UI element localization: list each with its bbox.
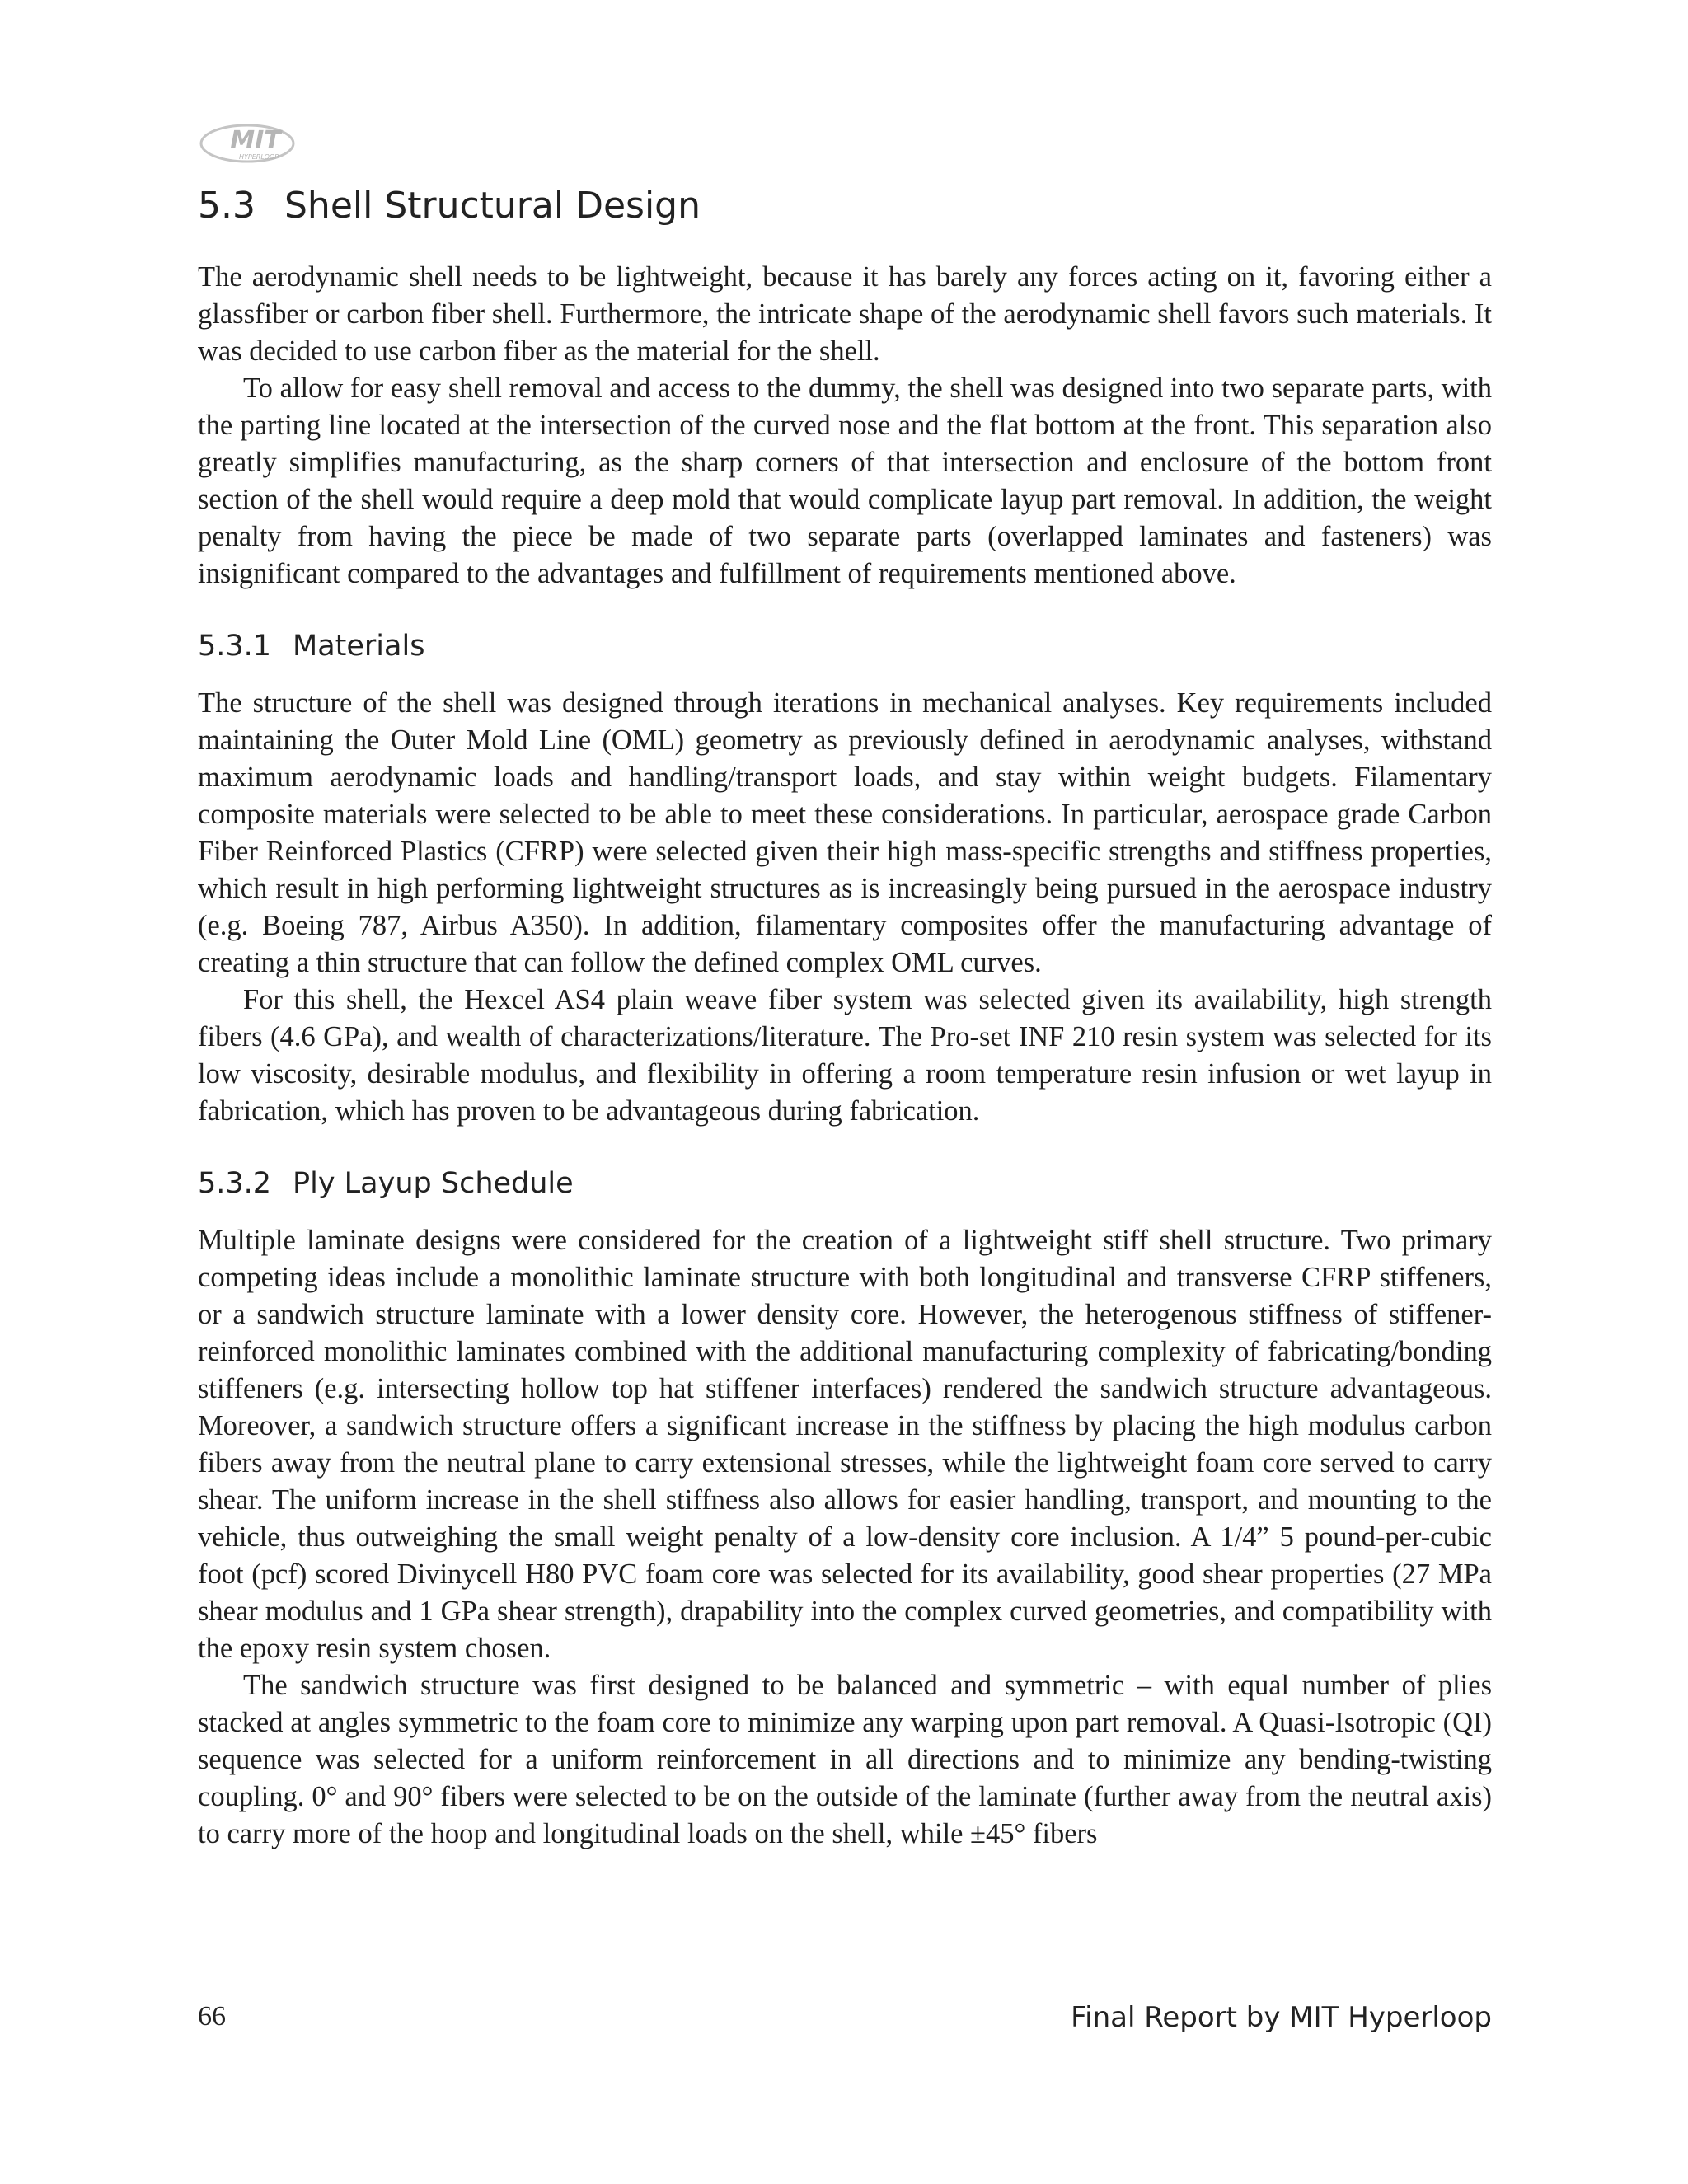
section-title: Shell Structural Design: [284, 185, 701, 227]
materials-paragraph-1: The structure of the shell was designed through iterations in mechanical analyses. Key requirements included maintaining the Outer Mold Line (OML) geometry as previously defined in aerodynamic analyses, withstand maximum aerodynamic loads and handling/transport loads, and stay within weight budgets. Filamentary composite materials were selected to be able to meet these considerations. In particular, aerospace grade Carbon Fiber Reinforced Plastics (CFRP) were selected given their high mass-specific strengths and stiffness properties, which result in high performing lightweight structures as is increasingly being pursued in the aerospace industry (e.g. Boeing 787, Airbus A350). In addition, filamentary composites offer the manufacturing advantage of creating a thin structure that can follow the defined complex OML curves.: [198, 687, 1492, 978]
subsection-number: 5.3.2: [198, 1167, 272, 1200]
ply-layup-paragraph-1: Multiple laminate designs were considered for the creation of a lightweight stiff shell structure. Two primary competing ideas include a monolithic laminate structure with both longitudinal and transverse CFRP stiffeners, or a sandwich structure laminate with a lower density core. However, the heterogenous stiffness of stiffener-reinforced monolithic laminates combined with the additional manufacturing complexity of fabricating/bonding stiffeners (e.g. intersecting hollow top hat stiffener interfaces) rendered the sandwich structure advantageous. Moreover, a sandwich structure offers a significant increase in the stiffness by placing the high modulus carbon fibers away from the neutral plane to carry extensional stresses, while the lightweight foam core served to carry shear. The uniform increase in the shell stiffness also allows for easier handling, transport, and mounting to the vehicle, thus outweighing the small weight penalty of a low-density core inclusion. A 1/4” 5 pound-per-cubic foot (pcf) scored Divinycell H80 PVC foam core was selected for its availability, good shear properties (27 MPa shear modulus and 1 GPa shear strength), drapability into the complex curved geometries, and compatibility with the epoxy resin system chosen.: [198, 1225, 1492, 1664]
intro-paragraph-2: To allow for easy shell removal and access to the dummy, the shell was designed into two separate parts, with the parting line located at the intersection of the curved nose and the flat bottom at the front. This separation also greatly simplifies manufacturing, as the sharp corners of that intersection and enclosure of the bottom front section of the shell would require a deep mold that would complicate layup part removal. In addition, the weight penalty from having the piece be made of two separate parts (overlapped laminates and fasteners) was insignificant compared to the advantages and fulfillment of requirements mentioned above.: [198, 373, 1492, 589]
subsection-title: Materials: [293, 630, 425, 663]
page-number: 66: [198, 2001, 226, 2032]
logo-subtext: HYPERLOOP: [239, 153, 279, 161]
section-heading: [198, 183, 1492, 229]
materials-paragraph-2: For this shell, the Hexcel AS4 plain weave fiber system was selected given its availability, high strength fibers (4.6 GPa), and wealth of characterizations/literature. The Pro-set INF 210 resin system was selected for its low viscosity, desirable modulus, and flexibility in offering a room temperature resin infusion or wet layup in fabrication, which has proven to be advantageous during fabrication.: [198, 984, 1492, 1127]
logo-text: MIT: [230, 126, 281, 155]
section-number: 5.3: [198, 185, 256, 227]
footer-title: Final Report by MIT Hyperloop: [1071, 2001, 1492, 2034]
subsection-heading-ply-layup: [198, 1165, 1492, 1202]
mit-hyperloop-logo: [198, 115, 297, 168]
intro-paragraph-1: The aerodynamic shell needs to be lightweight, because it has barely any forces acting on it, favoring either a glassfiber or carbon fiber shell. Furthermore, the intricate shape of the aerodynamic shell favors such materials. It was decided to use carbon fiber as the material for the shell.: [198, 261, 1492, 367]
page-content: [198, 183, 1492, 1853]
subsection-heading-materials: [198, 627, 1492, 665]
subsection-number: 5.3.1: [198, 630, 272, 663]
ply-layup-paragraph-2: The sandwich structure was first designed to be balanced and symmetric – with equal number of plies stacked at angles symmetric to the foam core to minimize any warping upon part removal. A Quasi-Isotropic (QI) sequence was selected for a uniform reinforcement in all directions and to minimize any bending-twisting coupling. 0° and 90° fibers were selected to be on the outside of the laminate (further away from the neutral axis) to carry more of the hoop and longitudinal loads on the shell, while ±45° fibers: [198, 1670, 1492, 1849]
subsection-title: Ply Layup Schedule: [293, 1167, 574, 1200]
page-footer: [198, 2001, 1492, 2042]
